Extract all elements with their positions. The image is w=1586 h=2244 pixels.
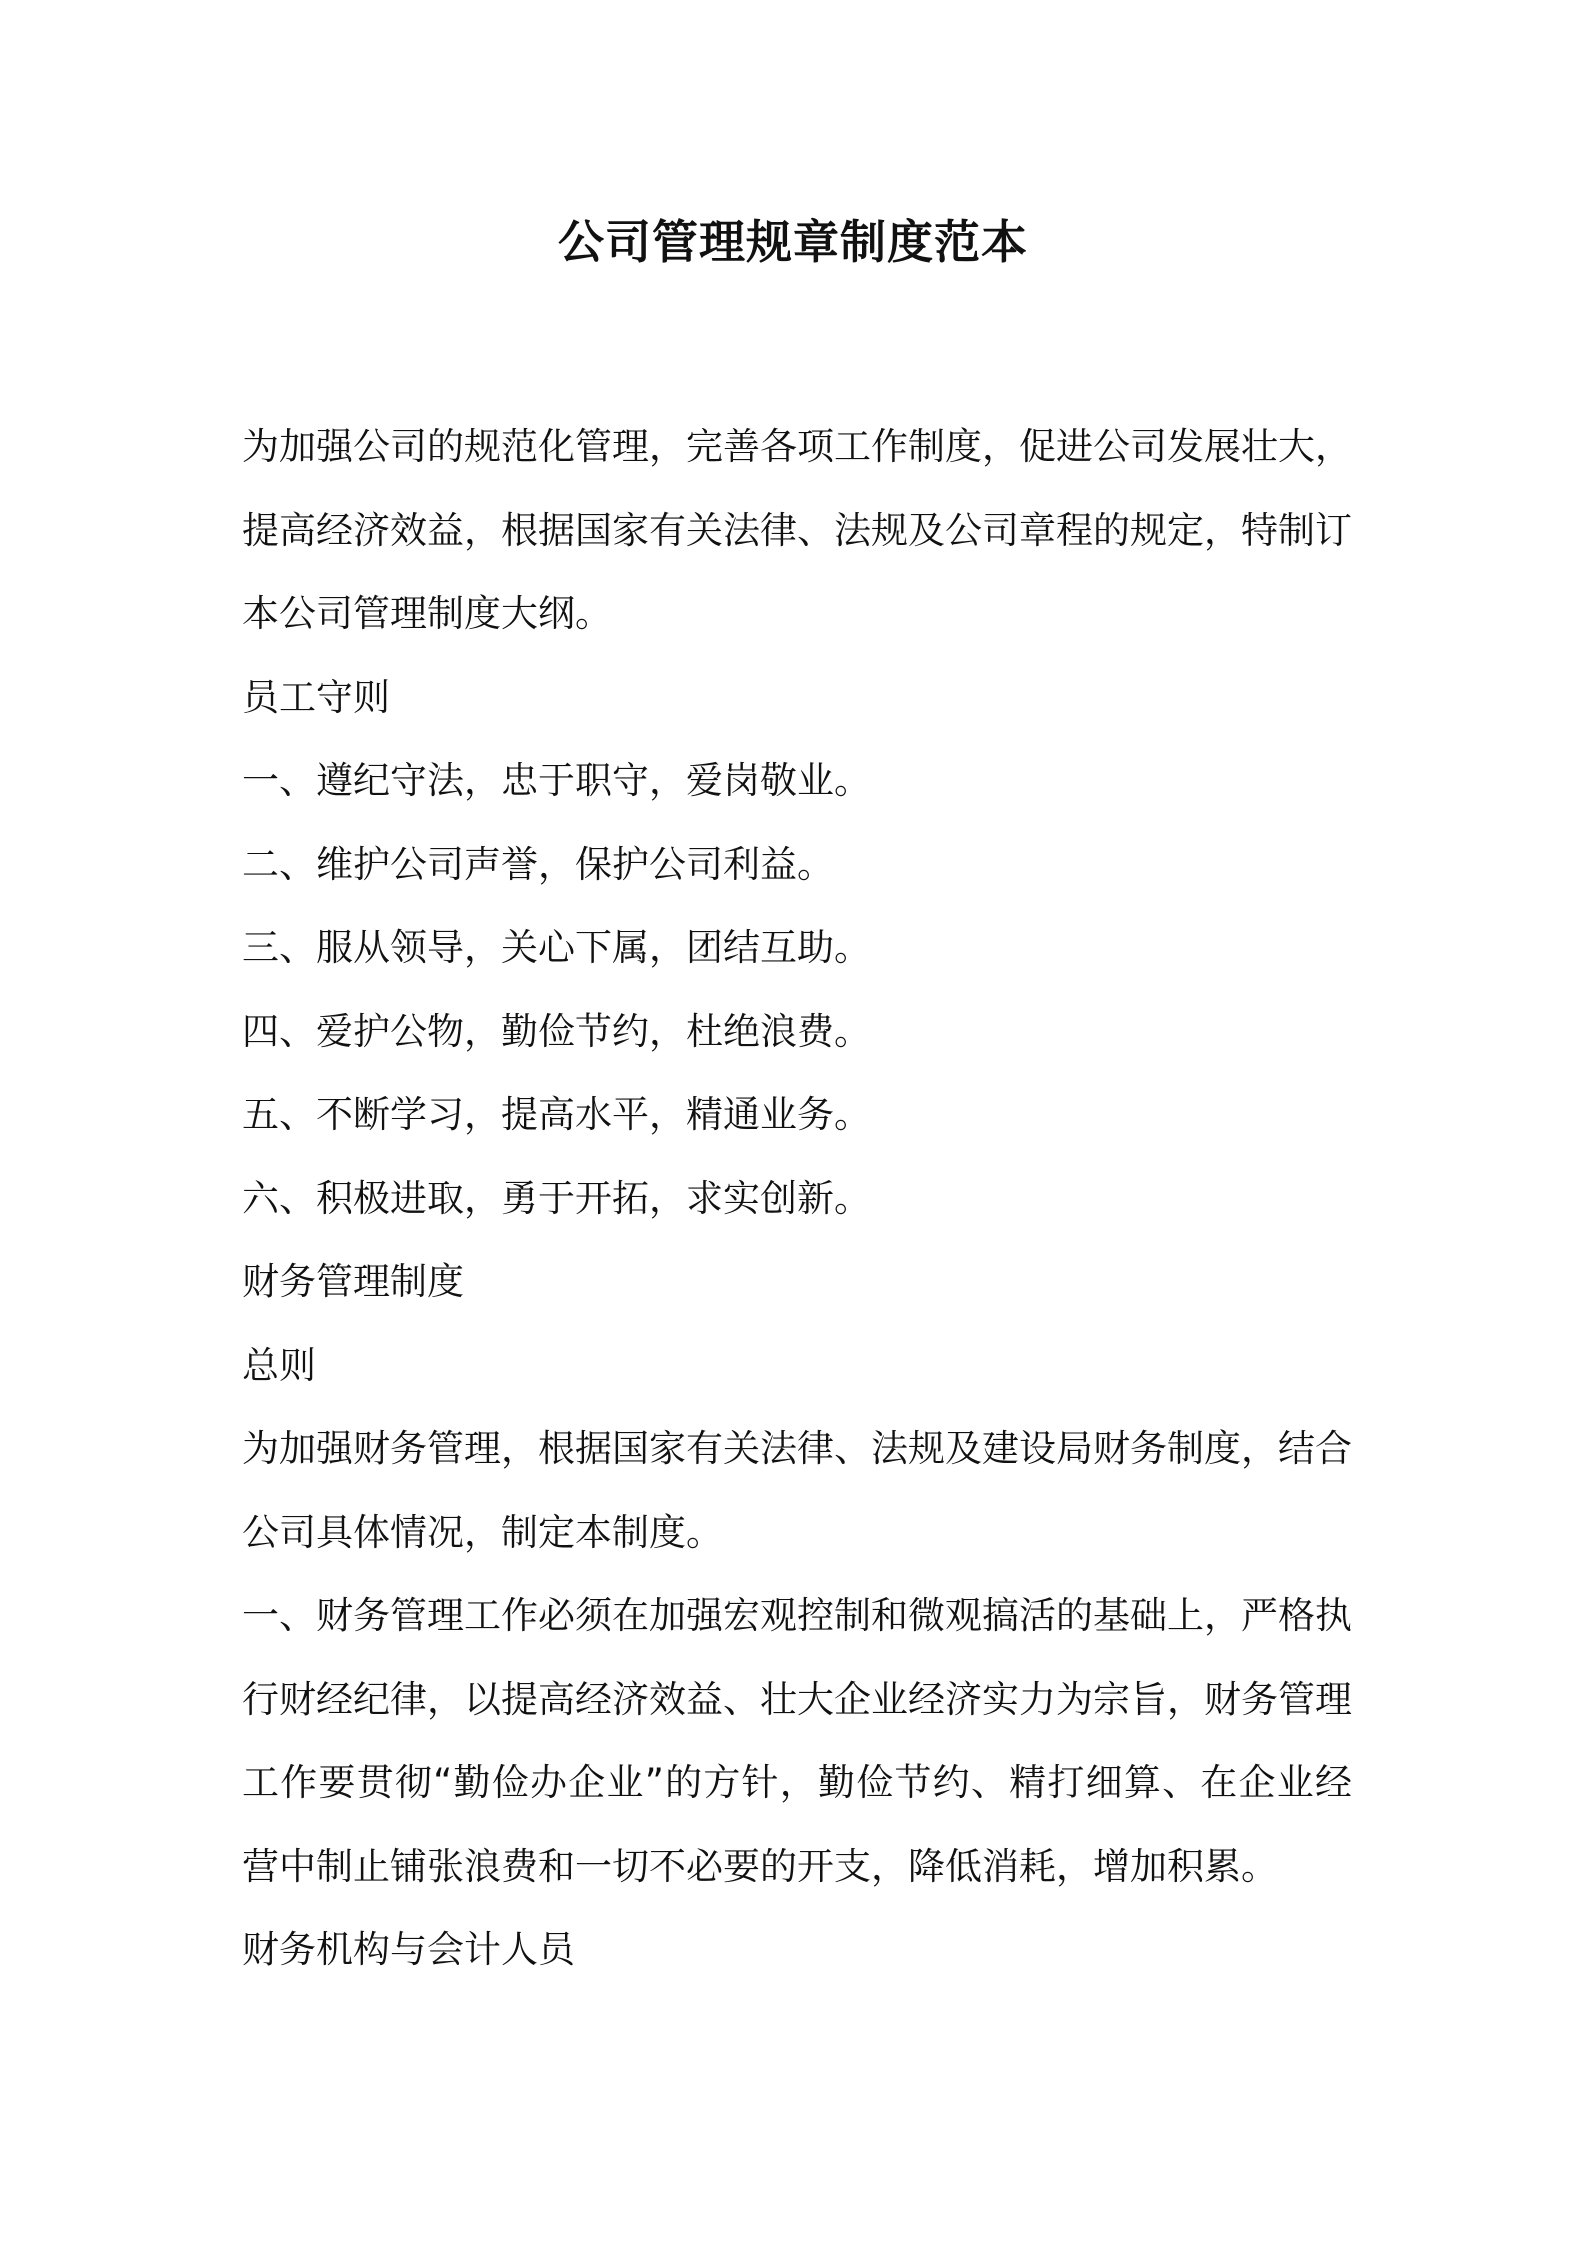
employee-code-item-5: 五、不断学习，提高水平，精通业务。 (242, 1093, 871, 1136)
finance-intro-paragraph: 为加强财务管理，根据国家有关法律、法规及建设局财务制度，结合公司具体情况，制定本制度。 (242, 1427, 1352, 1554)
section-heading-employee-code: 员工守则 (242, 675, 390, 719)
subsection-heading-finance-staff: 财务机构与会计人员 (242, 1928, 575, 1971)
finance-item-1: 一、财务管理工作必须在加强宏观控制和微观搞活的基础上，严格执行财经纪律，以提高经济效益、壮大企业经济实力为宗旨，财务管理工作要贯彻“勤俭办企业”的方针，勤俭节约、精打细算、在企业经营中制止铺张浪费和一切不必要的开支，降低消耗，增加积累。 (242, 1594, 1352, 1888)
document-title: 公司管理规章制度范本 (558, 215, 1028, 269)
employee-code-item-6: 六、积极进取，勇于开拓，求实创新。 (242, 1176, 871, 1220)
subsection-heading-general: 总则 (242, 1343, 316, 1387)
employee-code-item-3: 三、服从领导，关心下属，团结互助。 (242, 926, 871, 969)
document-body (242, 405, 1352, 1992)
employee-code-item-2: 二、维护公司声誉，保护公司利益。 (242, 842, 834, 886)
section-heading-finance: 财务管理制度 (242, 1260, 464, 1303)
employee-code-item-4: 四、爱护公物，勤俭节约，杜绝浪费。 (242, 1009, 871, 1053)
employee-code-item-1: 一、遵纪守法，忠于职守，爱岗敬业。 (242, 759, 871, 802)
intro-paragraph: 为加强公司的规范化管理，完善各项工作制度，促进公司发展壮大，提高经济效益，根据国家有关法律、法规及公司章程的规定，特制订本公司管理制度大纲。 (242, 425, 1352, 635)
